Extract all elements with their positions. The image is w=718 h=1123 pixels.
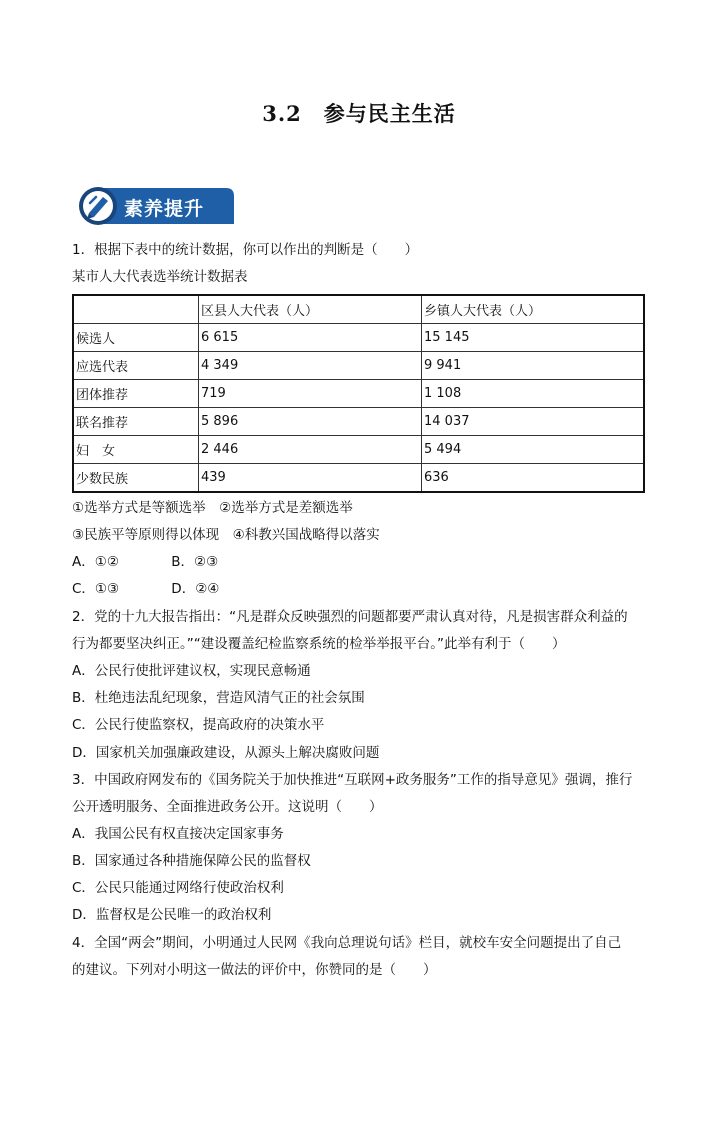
table-cell: 15 145 — [422, 324, 645, 352]
row-label: 少数民族 — [73, 464, 199, 493]
q3-option-d[interactable]: D．监督权是公民唯一的政治权利 — [72, 907, 272, 923]
q2-option-b[interactable]: B．杜绝违法乱纪现象，营造风清气正的社会氛围 — [72, 690, 365, 706]
table-cell: 6 615 — [199, 324, 422, 352]
row-label: 应选代表 — [73, 352, 199, 380]
q2-stem-line-1: 2．党的十九大报告指出：“凡是群众反映强烈的问题都要严肃认真对待，凡是损害群众利益的 — [72, 609, 628, 625]
q1-statements-2: ③民族平等原则得以体现 ④科教兴国战略得以落实 — [72, 527, 380, 543]
table-cell: 14 037 — [422, 408, 645, 436]
q2-option-c[interactable]: C．公民行使监察权，提高政府的决策水平 — [72, 717, 325, 733]
row-label: 妇 女 — [73, 436, 199, 464]
row-label: 团体推荐 — [73, 380, 199, 408]
table-cell: 439 — [199, 464, 422, 493]
q1-options-row-1 — [72, 553, 218, 571]
q3-stem-line-1: 3．中国政府网发布的《国务院关于加快推进“互联网+政务服务”工作的指导意见》强调，推行 — [72, 772, 633, 788]
q1-stem: 1．根据下表中的统计数据，你可以作出的判断是（ ） — [72, 242, 419, 258]
table-cell: 636 — [422, 464, 645, 493]
q3-option-a[interactable]: A．我国公民有权直接决定国家事务 — [72, 826, 284, 842]
table-cell: 5 896 — [199, 408, 422, 436]
row-label: 联名推荐 — [73, 408, 199, 436]
table-caption: 某市人大代表选举统计数据表 — [72, 269, 248, 285]
table-row — [73, 380, 644, 408]
stats-table — [72, 294, 645, 493]
banner-label: 素养提升 — [124, 198, 205, 220]
header-cell: 乡镇人大代表（人） — [422, 295, 645, 324]
table-header-row — [73, 295, 644, 324]
q3-stem-line-2: 公开透明服务、全面推进政务公开。这说明（ ） — [72, 799, 383, 815]
table-cell: 2 446 — [199, 436, 422, 464]
table-row — [73, 408, 644, 436]
q3-option-c[interactable]: C．公民只能通过网络行使政治权利 — [72, 880, 284, 896]
q1-statements-1: ①选举方式是等额选举 ②选举方式是差额选举 — [72, 500, 353, 516]
q2-option-d[interactable]: D．国家机关加强廉政建设，从源头上解决腐败问题 — [72, 745, 380, 761]
option-c[interactable]: C．①③ — [72, 581, 120, 597]
table-row — [73, 436, 644, 464]
row-label: 候选人 — [73, 324, 199, 352]
table-cell: 5 494 — [422, 436, 645, 464]
q4-stem-line-2: 的建议。下列对小明这一做法的评价中，你赞同的是（ ） — [72, 962, 437, 978]
table-row — [73, 352, 644, 380]
option-a[interactable]: A．①② — [72, 554, 119, 570]
q3-option-b[interactable]: B．国家通过各种措施保障公民的监督权 — [72, 853, 311, 869]
q2-option-a[interactable]: A．公民行使批评建议权，实现民意畅通 — [72, 663, 311, 679]
table-cell: 9 941 — [422, 352, 645, 380]
q1-options-row-2 — [72, 580, 219, 598]
table-cell: 719 — [199, 380, 422, 408]
option-b[interactable]: B．②③ — [171, 554, 219, 570]
header-cell: 区县人大代表（人） — [199, 295, 422, 324]
table-row — [73, 464, 644, 493]
table-cell: 1 108 — [422, 380, 645, 408]
q2-stem-line-2: 行为都要坚决纠正。”“建设覆盖纪检监察系统的检举举报平台。”此举有利于（ ） — [72, 636, 566, 652]
table-row — [73, 324, 644, 352]
option-d[interactable]: D．②④ — [171, 581, 220, 597]
page-title: 3.2 参与民主生活 — [262, 101, 456, 126]
table-cell: 4 349 — [199, 352, 422, 380]
header-cell — [73, 295, 199, 324]
q4-stem-line-1: 4．全国“两会”期间，小明通过人民网《我向总理说句话》栏目，就校车安全问题提出了自己 — [72, 935, 622, 951]
